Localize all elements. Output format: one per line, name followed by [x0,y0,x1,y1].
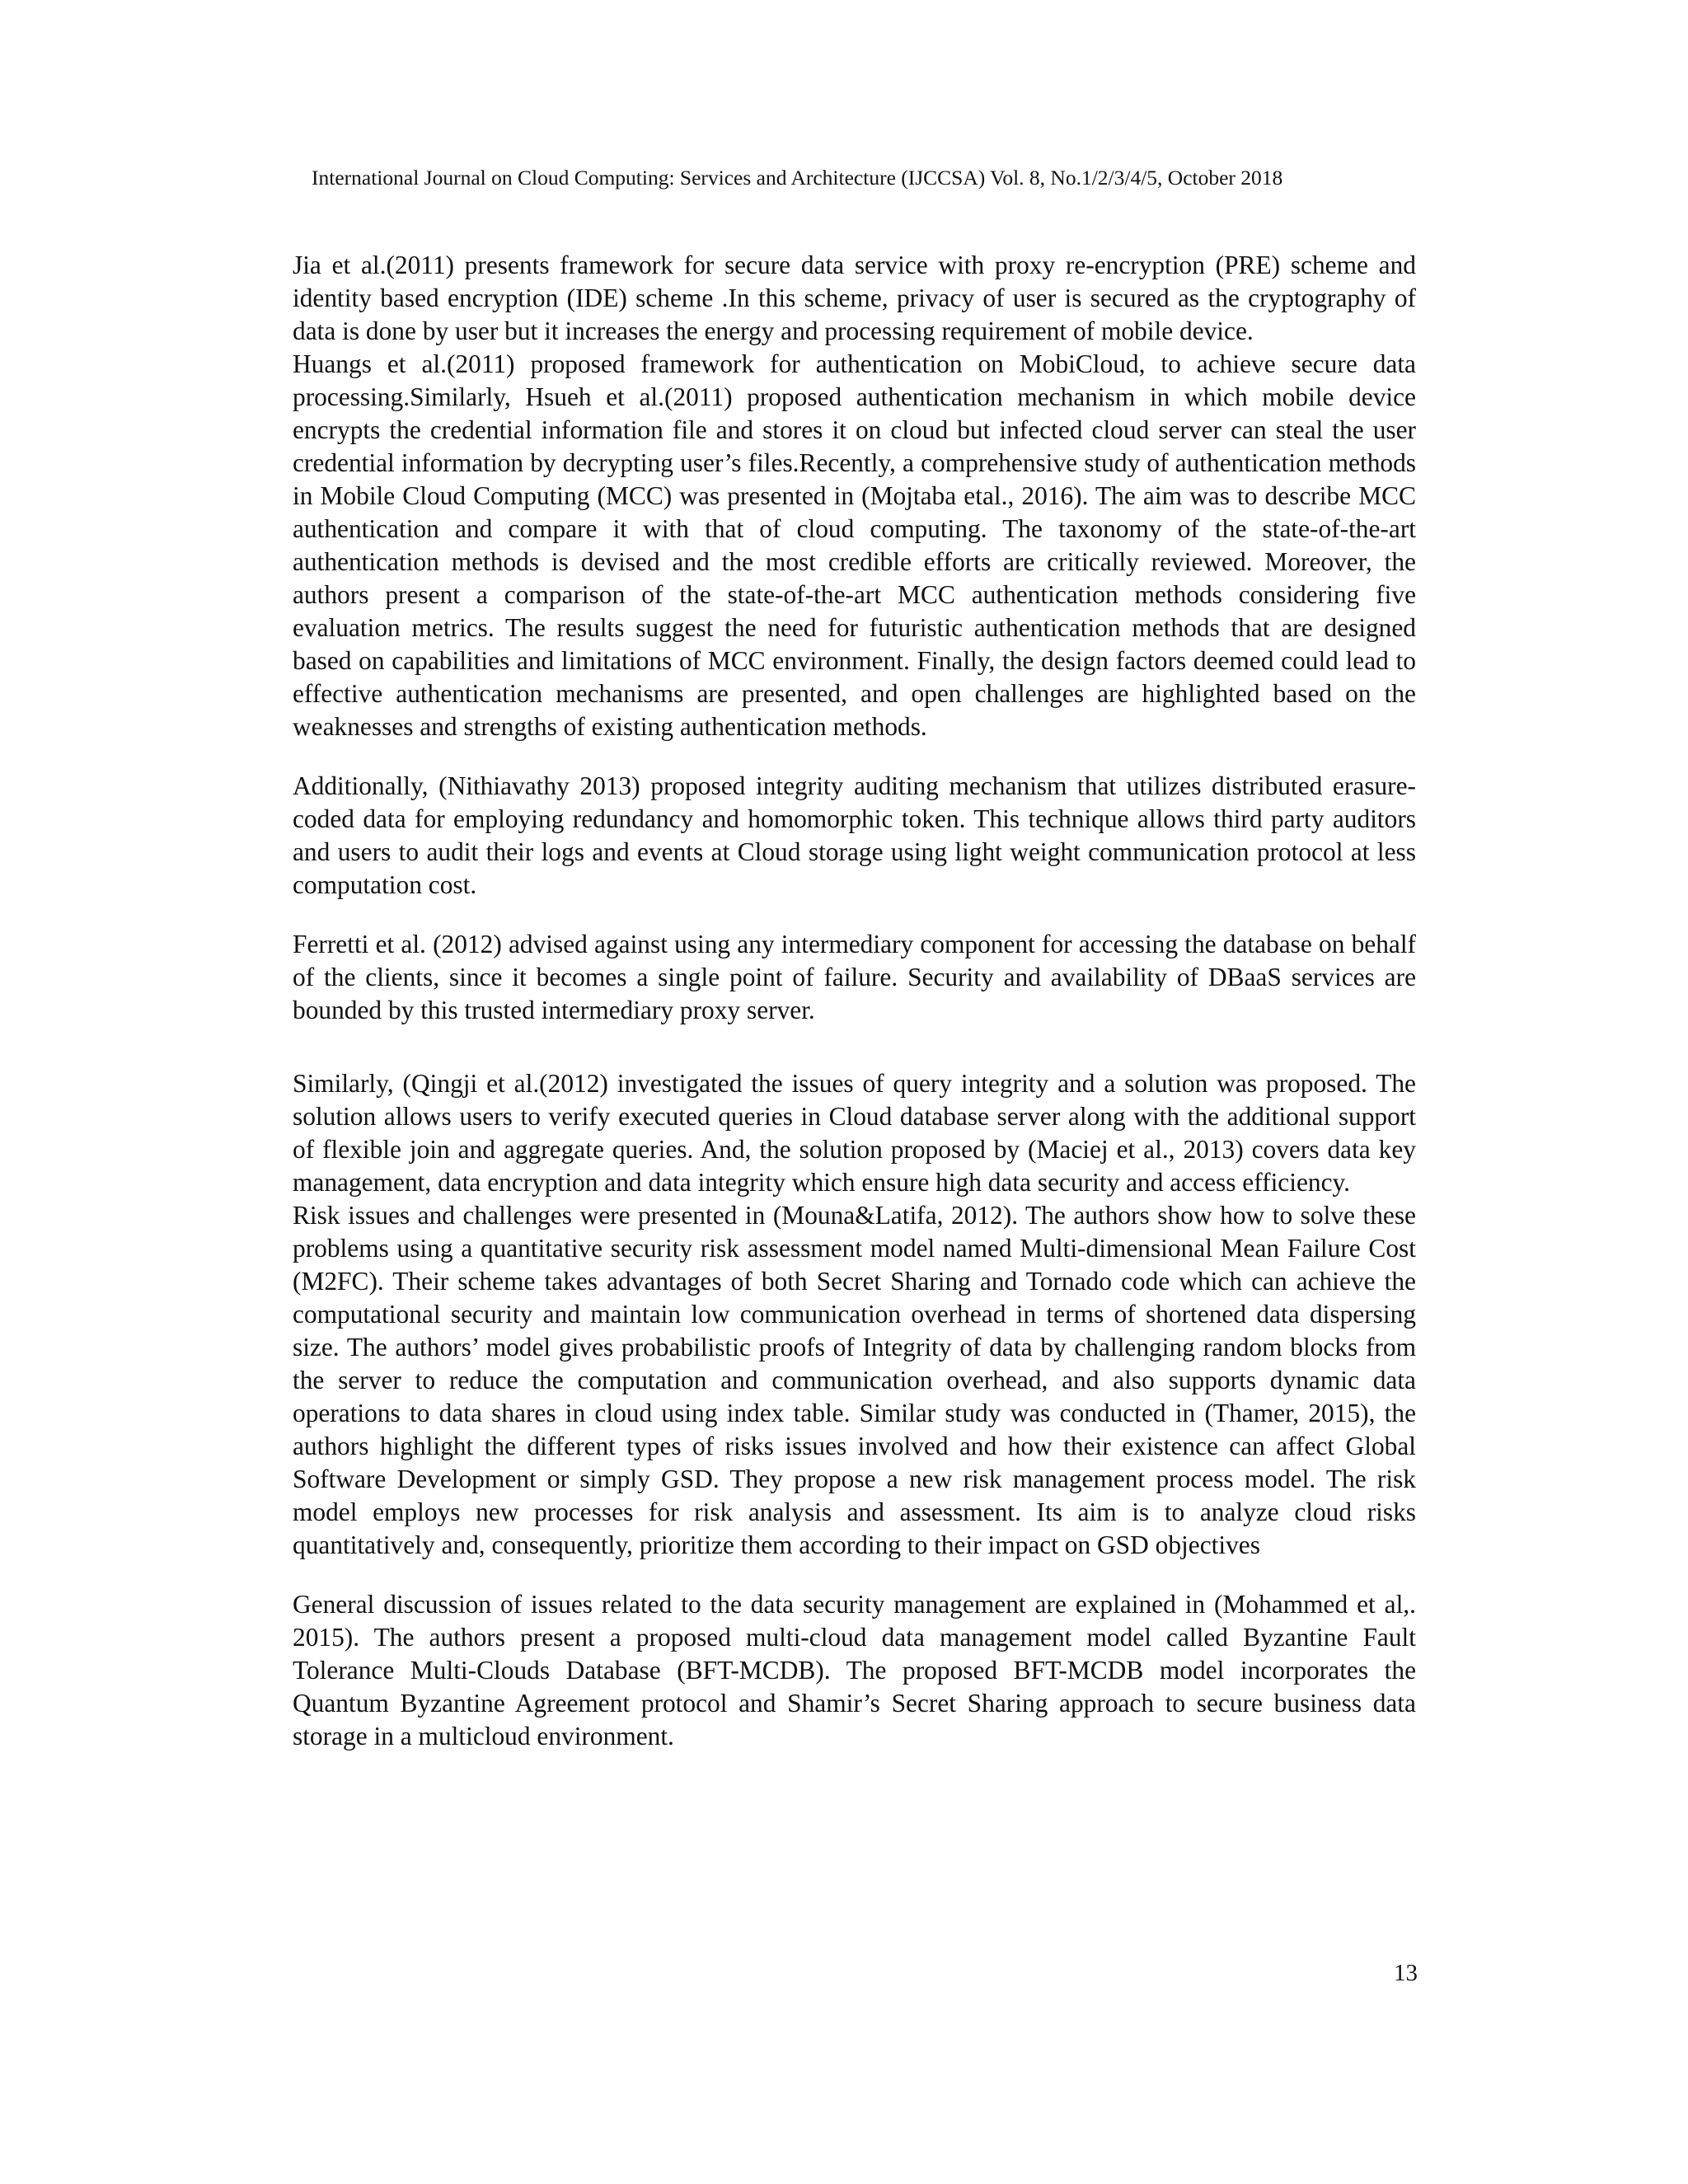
paragraph-qingji: Similarly, (Qingji et al.(2012) investigated the issues of query integrity and a solution was proposed. The solution allows users to verify executed queries in Cloud database server along with the additional support of flexible join and aggregate queries. And, the solution proposed by (Maciej et al., 2013) covers data key management, data encryption and data integrity which ensure high data security and access efficiency. [293,1069,1416,1197]
paragraph-ferretti: Ferretti et al. (2012) advised against using any intermediary component for accessing the database on behalf of the clients, since it becomes a single point of failure. Security and availability of DBaaS services are bounded by this trusted intermediary proxy server. [293,930,1416,1024]
paragraph-jia: Jia et al.(2011) presents framework for secure data service with proxy re-encryption (PRE) scheme and identity based encryption (IDE) scheme .In this scheme, privacy of user is secured as the cryptography of data is done by user but it increases the energy and processing requirement of mobile device. [293,251,1416,345]
article-body [293,249,1416,1753]
running-header: International Journal on Cloud Computing: Services and Architecture (IJCCSA) Vol. 8, No.1/2/3/4/5, October 2018 [312,166,1283,190]
paragraph-risk-issues: Risk issues and challenges were presented in (Mouna&Latifa, 2012). The authors show how to solve these problems using a quantitative security risk assessment model named Multi-dimensional Mean Failure Cost (M2FC). Their scheme takes advantages of both Secret Sharing and Tornado code which can achieve the computational security and maintain low communication overhead in terms of shortened data dispersing size. The authors’ model gives probabilistic proofs of Integrity of data by challenging random blocks from the server to reduce the computation and communication overhead, and also supports dynamic data operations to data shares in cloud using index table. Similar study was conducted in (Thamer, 2015), the authors highlight the different types of risks issues involved and how their existence can affect Global Software Development or simply GSD. They propose a new risk management process model. The risk model employs new processes for risk analysis and assessment. Its aim is to analyze cloud risks quantitatively and, consequently, prioritize them according to their impact on GSD objectives [293,1201,1416,1559]
page-number: 13 [1394,1960,1418,1986]
paragraph-general-discussion: General discussion of issues related to the data security management are explained in (Mohammed et al,. 2015). The authors present a proposed multi-cloud data management model called Byzantine Fault Tolerance Multi-Clouds Database (BFT-MCDB). The proposed BFT-MCDB model incorporates the Quantum Byzantine Agreement protocol and Shamir’s Secret Sharing approach to secure business data storage in a multicloud environment. [293,1590,1416,1750]
paragraph-huangs: Huangs et al.(2011) proposed framework for authentication on MobiCloud, to achieve secure data processing.Similarly, Hsueh et al.(2011) proposed authentication mechanism in which mobile device encrypts the credential information file and stores it on cloud but infected cloud server can steal the user credential information by decrypting user’s files.Recently, a comprehensive study of authentication methods in Mobile Cloud Computing (MCC) was presented in (Mojtaba etal., 2016). The aim was to describe MCC authentication and compare it with that of cloud computing. The taxonomy of the state-of-the-art authentication methods is devised and the most credible efforts are critically reviewed. Moreover, the authors present a comparison of the state-of-the-art MCC authentication methods considering five evaluation metrics. The results suggest the need for futuristic authentication methods that are designed based on capabilities and limitations of MCC environment. Finally, the design factors deemed could lead to effective authentication mechanisms are presented, and open challenges are highlighted based on the weaknesses and strengths of existing authentication methods. [293,349,1416,741]
paragraph-nithiavathy: Additionally, (Nithiavathy 2013) proposed integrity auditing mechanism that utilizes distributed erasure-coded data for employing redundancy and homomorphic token. This technique allows third party auditors and users to audit their logs and events at Cloud storage using light weight communication protocol at less computation cost. [293,771,1416,899]
